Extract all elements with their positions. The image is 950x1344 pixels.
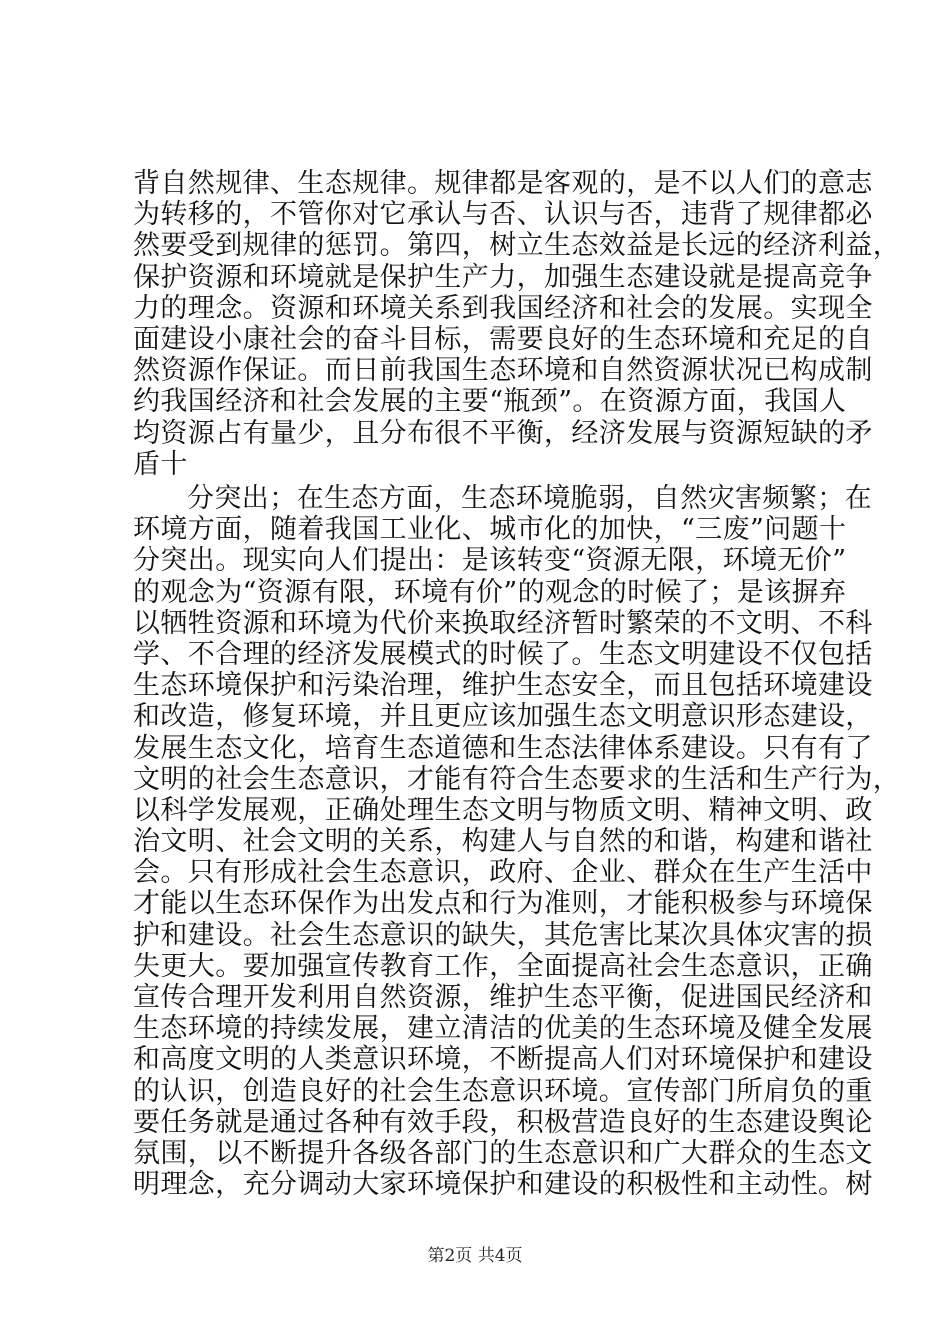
text-line: 背自然规律、生态规律。规律都是客观的，是不以人们的意志 bbox=[133, 168, 873, 199]
page-number-footer: 第2页 共4页 bbox=[427, 1246, 523, 1266]
text-line: 生态环境保护和污染治理，维护生态安全，而且包括环境建设 bbox=[133, 670, 873, 702]
text-line: 氛围，以不断提升各级各部门的生态意识和广大群众的生态文 bbox=[133, 1137, 873, 1169]
text-line: 的认识，创造良好的社会生态意识环境。宣传部门所肩负的重 bbox=[133, 1075, 873, 1107]
text-line: 的观念为“资源有限，环境有价”的观念的时候了；是该摒弃 bbox=[133, 576, 847, 608]
text-line: 和改造，修复环境，并且更应该加强生态文明意识形态建设， bbox=[133, 701, 873, 733]
text-line: 发展生态文化，培育生态道德和生态法律体系建设。只有有了 bbox=[133, 732, 873, 764]
text-line: 会。只有形成社会生态意识，政府、企业、群众在生产生活中 bbox=[133, 857, 873, 889]
text-line: 护和建设。社会生态意识的缺失，其危害比某次具体灾害的损 bbox=[133, 919, 873, 951]
text-line: 力的理念。资源和环境关系到我国经济和社会的发展。实现全 bbox=[133, 292, 873, 324]
paragraph-1 bbox=[133, 168, 901, 480]
paragraph-2 bbox=[133, 483, 901, 1201]
text-line: 面建设小康社会的奋斗目标，需要良好的生态环境和充足的自 bbox=[133, 323, 873, 355]
text-line: 约我国经济和社会发展的主要“瓶颈”。在资源方面，我国人 bbox=[133, 386, 847, 418]
text-line: 然要受到规律的惩罚。第四，树立生态效益是长远的经济利益， bbox=[133, 230, 901, 262]
text-line: 盾十 bbox=[133, 448, 188, 480]
text-line: 为转移的，不管你对它承认与否、认识与否，违背了规律都必 bbox=[133, 199, 873, 231]
text-line: 均资源占有量少，且分布很不平衡，经济发展与资源短缺的矛 bbox=[133, 417, 873, 449]
text-line: 分突出。现实向人们提出：是该转变“资源无限，环境无价” bbox=[133, 545, 847, 577]
text-line: 以科学发展观，正确处理生态文明与物质文明、精神文明、政 bbox=[133, 794, 873, 826]
text-line: 失更大。要加强宣传教育工作，全面提高社会生态意识，正确 bbox=[133, 950, 873, 982]
text-line: 生态环境的持续发展，建立清洁的优美的生态环境及健全发展 bbox=[133, 1013, 873, 1045]
text-line: 然资源作保证。而日前我国生态环境和自然资源状况已构成制 bbox=[133, 355, 873, 387]
text-line: 以牺牲资源和环境为代价来换取经济暂时繁荣的不文明、不科 bbox=[133, 607, 873, 639]
text-line: 要任务就是通过各种有效手段，积极营造良好的生态建设舆论 bbox=[133, 1106, 873, 1138]
text-line: 才能以生态环保作为出发点和行为准则，才能积极参与环境保 bbox=[133, 888, 873, 920]
text-line: 宣传合理开发利用自然资源，维护生态平衡，促进国民经济和 bbox=[133, 982, 873, 1013]
text-line: 明理念，充分调动大家环境保护和建设的积极性和主动性。树 bbox=[133, 1169, 873, 1201]
text-line: 保护资源和环境就是保护生产力，加强生态建设就是提高竞争 bbox=[133, 261, 873, 293]
text-line: 分突出；在生态方面，生态环境脆弱，自然灾害频繁；在 bbox=[187, 483, 872, 514]
text-line: 学、不合理的经济发展模式的时候了。生态文明建设不仅包括 bbox=[133, 638, 873, 670]
text-line: 环境方面，随着我国工业化、城市化的加快，“三废”问题十 bbox=[133, 514, 847, 546]
text-line: 治文明、社会文明的关系，构建人与自然的和谐，构建和谐社 bbox=[133, 826, 873, 858]
text-line: 文明的社会生态意识，才能有符合生态要求的生活和生产行为， bbox=[133, 763, 901, 795]
text-line: 和高度文明的人类意识环境，不断提高人们对环境保护和建设 bbox=[133, 1044, 873, 1076]
